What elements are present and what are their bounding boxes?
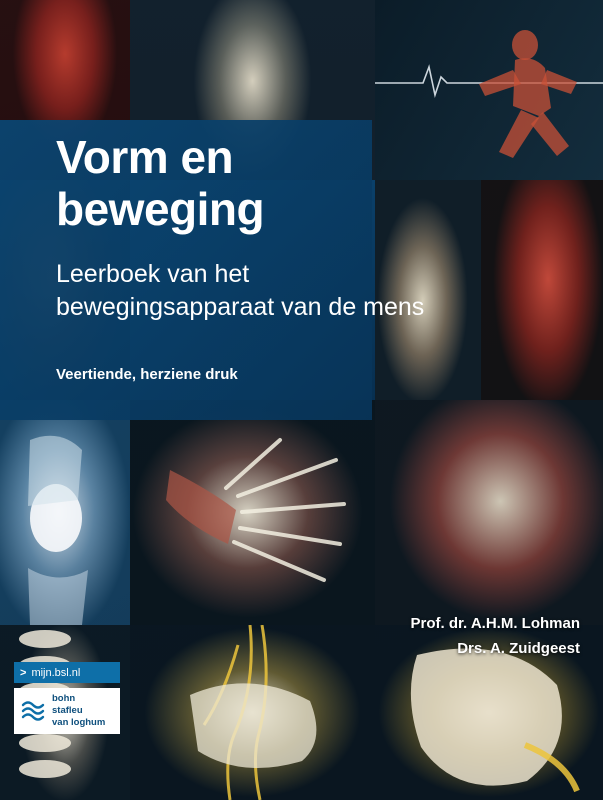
tile-hip-muscles xyxy=(375,400,603,625)
tile-ecg-runner xyxy=(375,0,603,180)
edition-label: Veertiende, herziene druk xyxy=(56,366,238,383)
knee-bone-icon xyxy=(0,400,130,625)
publisher-line-1: bohn xyxy=(52,693,76,705)
publisher-line-2: stafleu xyxy=(52,705,83,717)
author-list xyxy=(411,612,580,662)
author-primary: Prof. dr. A.H.M. Lohman xyxy=(410,615,580,632)
mijn-bsl-badge[interactable] xyxy=(14,662,120,683)
tile-knee-joint xyxy=(0,400,130,625)
title-line-2: beweging xyxy=(56,182,265,235)
author-secondary: Drs. A. Zuidgeest xyxy=(457,639,580,657)
page-title xyxy=(56,132,386,236)
runner-silhouette-icon xyxy=(375,0,603,180)
nerve-bundle-icon xyxy=(130,625,375,800)
publisher-logo xyxy=(14,688,120,734)
tile-pelvis-nerves xyxy=(130,625,375,800)
tile-hand-skeleton xyxy=(130,400,375,625)
hand-bones-icon xyxy=(130,400,375,625)
publisher-line-3: van loghum xyxy=(52,716,106,728)
mijn-bsl-label: mijn.bsl.nl xyxy=(31,666,81,679)
title-line-1: Vorm en xyxy=(56,131,234,183)
bsl-wave-icon xyxy=(21,698,47,724)
publisher-name xyxy=(52,693,105,729)
subtitle-line-2: bewegingsapparaat van de mens xyxy=(56,293,425,321)
page-subtitle xyxy=(56,258,516,324)
subtitle-line-1: Leerboek van het xyxy=(56,260,250,288)
chevron-right-icon: > xyxy=(20,666,27,679)
